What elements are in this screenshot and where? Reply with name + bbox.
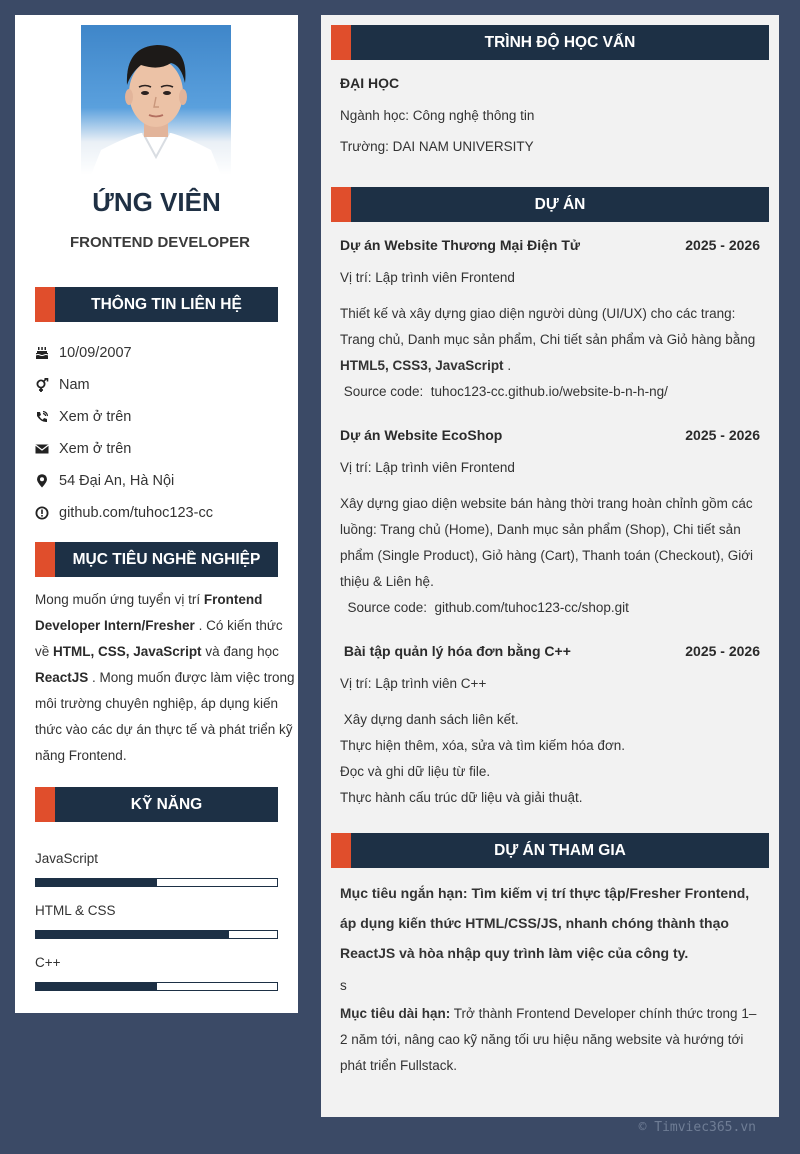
left-column xyxy=(15,15,298,1013)
contact-github xyxy=(35,497,285,529)
skill-bar-fill xyxy=(36,983,157,990)
objective-text: Mong muốn ứng tuyển vị trí xyxy=(35,592,204,607)
contact-gender xyxy=(35,369,285,401)
skill-bar-fill xyxy=(36,879,157,886)
info-icon xyxy=(35,505,49,521)
project-position: Vị trí: Lập trình viên Frontend xyxy=(340,460,515,475)
project-name: Dự án Website EcoShop xyxy=(340,427,503,443)
skill-bar xyxy=(35,982,278,991)
participation-header xyxy=(331,833,769,868)
project-line: Xây dựng danh sách liên kết. xyxy=(340,712,519,727)
objective-text: và đang học xyxy=(201,644,279,659)
project-years: 2025 - 2026 xyxy=(685,643,760,659)
contact-text: 10/09/2007 xyxy=(59,345,132,361)
contact-address xyxy=(35,465,285,497)
right-column xyxy=(321,15,779,1117)
header-accent xyxy=(35,542,55,577)
long-term-goal xyxy=(340,1001,760,1079)
project-header xyxy=(340,427,760,460)
skill-javascript xyxy=(35,851,278,887)
project-desc-text: . xyxy=(503,358,512,373)
projects-title: DỰ ÁN xyxy=(534,195,586,213)
contact-text: Xem ở trên xyxy=(59,409,132,425)
mail-icon xyxy=(35,441,49,457)
project-years: 2025 - 2026 xyxy=(685,427,760,443)
objective-text: . Có kiến thức về xyxy=(35,618,283,659)
project-position: Vị trí: Lập trình viên Frontend xyxy=(340,270,515,285)
candidate-name: ỨNG VIÊN xyxy=(92,187,221,217)
contact-text: Nam xyxy=(59,377,90,393)
skills-header xyxy=(35,787,278,822)
project-item xyxy=(340,427,760,621)
project-name: Bài tập quản lý hóa đơn bằng C++ xyxy=(340,643,571,659)
skill-cpp xyxy=(35,955,278,991)
long-term-label: Mục tiêu dài hạn: xyxy=(340,1006,451,1021)
contact-text: Xem ở trên xyxy=(59,441,132,457)
contact-text: github.com/tuhoc123-cc xyxy=(59,505,213,521)
contact-phone xyxy=(35,401,285,433)
skill-bar xyxy=(35,878,278,887)
objective-text: . Mong muốn được làm việc trong môi trường chuyên nghiệp, áp dụng kiến thức vào các dự án thực tế và phát triển kỹ năng Frontend. xyxy=(35,670,295,763)
project-line: Thực hành cấu trúc dữ liệu và giải thuật. xyxy=(340,790,583,805)
short-term-goal: Mục tiêu ngắn hạn: Tìm kiếm vị trí thực tập/Fresher Frontend, áp dụng kiến thức HTML/CSS/JS, nhanh chóng thành thạo ReactJS và hòa nhập quy trình làm việc của công ty. xyxy=(340,885,750,961)
contact-header xyxy=(35,287,278,322)
career-objective xyxy=(35,587,295,769)
objective-bold: ReactJS xyxy=(35,670,89,685)
skill-name: JavaScript xyxy=(35,851,99,866)
location-icon xyxy=(35,473,49,489)
skill-bar-fill xyxy=(36,931,229,938)
objective-header xyxy=(35,542,278,577)
project-header xyxy=(340,643,760,676)
project-source: Source code: github.com/tuhoc123-cc/shop.git xyxy=(340,600,629,615)
long-term-text: Trở thành Frontend Developer chính thức trong 1–2 năm tới, nâng cao kỹ năng tối ưu hiệu năng website và hướng tới phát triển Fullstack. xyxy=(340,1006,757,1073)
header-accent xyxy=(35,787,55,822)
participation-title: DỰ ÁN THAM GIA xyxy=(494,841,626,859)
contact-list xyxy=(35,337,285,529)
header-accent xyxy=(331,833,351,868)
skills-title: KỸ NĂNG xyxy=(130,795,203,813)
education-header xyxy=(331,25,769,60)
project-name: Dự án Website Thương Mại Điện Tử xyxy=(340,237,581,253)
contact-title: THÔNG TIN LIÊN HỆ xyxy=(91,295,242,313)
project-item xyxy=(340,643,760,811)
candidate-role: FRONTEND DEVELOPER xyxy=(69,234,250,251)
avatar xyxy=(81,25,231,175)
skill-html-css xyxy=(35,903,278,939)
portrait-image xyxy=(81,25,231,175)
contact-text: 54 Đại An, Hà Nội xyxy=(59,473,175,489)
contact-birthday xyxy=(35,337,285,369)
project-desc-text: Thiết kế và xây dựng giao diện người dùng (UI/UX) cho các trang: Trang chủ, Danh mục sản phẩm, Chi tiết sản phẩm và Giỏ hàng bằng xyxy=(340,306,756,347)
project-years: 2025 - 2026 xyxy=(685,237,760,253)
phone-icon xyxy=(35,409,49,425)
education-major: Ngành học: Công nghệ thông tin xyxy=(340,108,535,123)
project-header xyxy=(340,237,760,270)
education-degree: ĐẠI HỌC xyxy=(340,75,400,91)
gender-icon xyxy=(35,377,49,393)
project-description: Xây dựng giao diện website bán hàng thời trang hoàn chỉnh gồm các luồng: Trang chủ (Home), Danh mục sản phẩm (Shop), Chi tiết sản phẩm (Single Product), Giỏ hàng (Cart), Thanh toán (Checkout), Giới thiệu & Liên hệ. xyxy=(340,496,754,589)
project-item xyxy=(340,237,760,405)
skill-name: HTML & CSS xyxy=(35,903,116,918)
header-accent xyxy=(35,287,55,322)
project-line: Thực hiện thêm, xóa, sửa và tìm kiếm hóa đơn. xyxy=(340,738,626,753)
project-desc-bold: HTML5, CSS3, JavaScript xyxy=(340,358,504,373)
education-block xyxy=(340,75,760,154)
project-line: Đọc và ghi dữ liệu từ file. xyxy=(340,764,491,779)
participation-block xyxy=(340,878,760,1079)
education-school: Trường: DAI NAM UNIVERSITY xyxy=(340,139,534,154)
footer-watermark: © Timviec365.vn xyxy=(638,1120,756,1135)
objective-title: MỤC TIÊU NGHỀ NGHIỆP xyxy=(72,550,261,568)
header-accent xyxy=(331,25,351,60)
skill-name: C++ xyxy=(35,955,61,970)
header-accent xyxy=(331,187,351,222)
objective-bold: HTML, CSS, JavaScript xyxy=(53,644,202,659)
cake-icon xyxy=(35,345,49,361)
projects-header xyxy=(331,187,769,222)
project-source: Source code: tuhoc123-cc.github.io/website-b-n-h-ng/ xyxy=(340,384,668,399)
project-description xyxy=(340,301,760,379)
education-title: TRÌNH ĐỘ HỌC VẤN xyxy=(484,33,636,51)
project-position: Vị trí: Lập trình viên C++ xyxy=(340,676,487,691)
skill-bar xyxy=(35,930,278,939)
objective-bold: Frontend Developer Intern/Fresher xyxy=(35,592,263,633)
contact-email xyxy=(35,433,285,465)
stray-line: s xyxy=(340,978,347,993)
